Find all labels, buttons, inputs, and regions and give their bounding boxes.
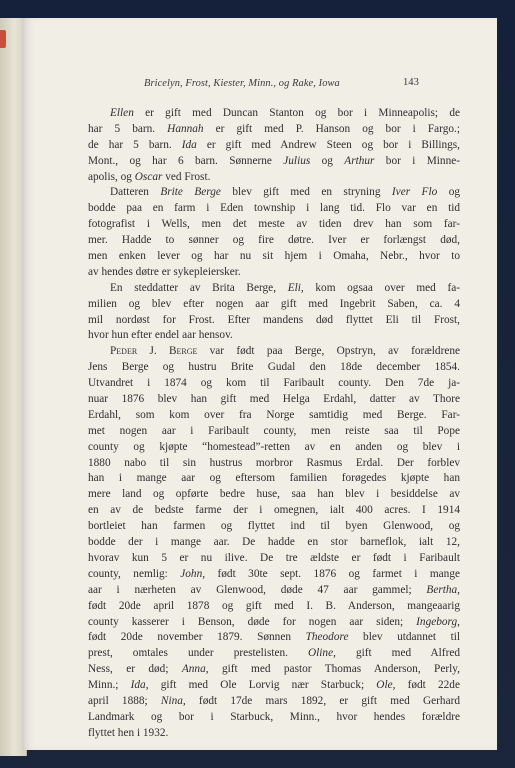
text-run: og <box>437 186 460 199</box>
text-line <box>88 344 460 360</box>
text-run: flyttet hen i 1932. <box>88 726 169 739</box>
text-line <box>88 328 460 344</box>
text-run: var født paa Berge, Opstryn, av forældrene <box>197 345 461 358</box>
text-run: En steddatter av Brita Berge, <box>110 281 288 294</box>
text-line <box>88 424 460 440</box>
text-run: Utvandret i 1874 og kom til Faribault county. Den 7de ja- <box>88 377 460 390</box>
text-line <box>88 662 460 678</box>
text-line <box>88 726 460 742</box>
italic-name: Iver Flo <box>391 186 438 199</box>
text-line <box>88 503 460 519</box>
text-run: fotografist i Wells, men det meste av tiden drev han som far- <box>88 218 460 231</box>
italic-name: Oscar <box>134 170 163 183</box>
italic-name: Ole, <box>376 679 396 692</box>
text-run: prest, omtales under prestelisten. <box>88 647 308 660</box>
italic-name: Ida <box>181 138 197 151</box>
running-head: Bricelyn, Frost, Kiester, Minn., og Rake, Iowa <box>144 78 340 89</box>
text-run: aar i nærheten av Glenwood, døde 47 aar gammel; <box>88 583 427 596</box>
text-line <box>88 678 460 694</box>
text-line <box>88 170 460 186</box>
italic-name: Ingeborg, <box>416 615 460 628</box>
text-run: og <box>310 154 345 167</box>
text-run: har 5 barn. <box>88 122 168 135</box>
text-line <box>88 154 460 170</box>
text-line <box>88 185 460 201</box>
italic-name: John, <box>180 567 206 580</box>
body-text <box>88 106 460 742</box>
italic-name: Nina, <box>160 694 186 707</box>
text-line <box>88 646 460 662</box>
text-run: født 20de november 1879. Sønnen <box>88 631 306 644</box>
text-run: født 22de <box>395 679 460 692</box>
text-line <box>88 281 460 297</box>
text-line <box>88 583 460 599</box>
italic-name: Brite Berge <box>160 186 221 199</box>
text-line <box>88 122 460 138</box>
text-line <box>88 106 460 122</box>
text-run: født 20de april 1878 og gift med I. B. Anderson, mangeaarig <box>88 599 460 612</box>
text-run: men enken lever og har nu sit hjem i Omaha, Nebr., hvor to <box>88 250 460 263</box>
text-line <box>88 519 460 535</box>
text-run: hvor hun efter endel aar hensov. <box>88 329 233 342</box>
page-tab-marker <box>0 30 6 48</box>
text-run: Ness, er død; <box>88 663 182 676</box>
italic-name: Ida, <box>130 679 149 692</box>
text-line <box>88 233 460 249</box>
text-line <box>88 297 460 313</box>
text-line <box>88 456 460 472</box>
text-run: Mont., og har 6 barn. Sønnerne <box>88 154 284 167</box>
text-run: bodde paa en farm i Eden township i lang tid. Flo var en tid <box>88 202 460 215</box>
text-line <box>88 376 460 392</box>
text-line <box>88 217 460 233</box>
text-run: county, nemlig: <box>88 567 181 580</box>
text-run: mere land og opførte bedre huse, saa han blev i besiddelse av <box>88 488 460 501</box>
text-run: 1880 nabo til sin hustrus morbror Rasmus Erdal. Der forblev <box>88 456 460 469</box>
text-run: hvorav kun 5 er nu ilive. De tre ældste er født i Faribault <box>88 551 460 564</box>
text-run: mer. Hadde to sønner og fire døtre. Iver er forlængst død, <box>88 234 460 247</box>
text-run: en av de bedste farme der i omegnen, ialt 400 acres. I 1914 <box>88 504 460 517</box>
text-line <box>88 535 460 551</box>
text-line <box>88 313 460 329</box>
text-line <box>88 599 460 615</box>
italic-name: Theodore <box>305 631 349 644</box>
text-line <box>88 440 460 456</box>
text-run: de har 5 barn. <box>88 138 182 151</box>
text-run: ved Frost. <box>162 170 211 183</box>
text-run: Datteren <box>110 186 161 199</box>
text-line <box>88 471 460 487</box>
text-run: gift med pastor Thomas Anderson, Perly, <box>208 663 460 676</box>
italic-name: Bertha, <box>426 583 460 596</box>
text-run: bortleiet han farmen og flyttet ind til byen Glenwood, og <box>88 520 460 533</box>
text-run: Peder J. Berge <box>110 345 198 358</box>
text-run: blev gift med en stryning <box>220 186 392 199</box>
text-run: mil nordøst for Frost. Efter mandens død flyttet Eli til Frost, <box>88 313 460 326</box>
text-run: nuar 1876 blev han gift med Helga Erdahl, datter av Thore <box>88 393 460 406</box>
text-run: Minn.; <box>88 679 131 692</box>
text-line <box>88 360 460 376</box>
italic-name: Anna, <box>181 663 209 676</box>
italic-name: Ellen <box>110 107 134 119</box>
text-run: født 30te sept. 1876 og farmet i mange <box>205 567 460 580</box>
text-run: met nogen aar i Faribault county, men reiste saa til Pope <box>88 424 460 437</box>
text-run: kom ogsaa over med fa- <box>303 281 460 294</box>
text-line <box>88 567 460 583</box>
text-run: av hendes døtre er sykepleiersker. <box>88 265 241 278</box>
text-run: blev utdannet til <box>348 631 460 644</box>
text-run: apolis, og <box>88 170 135 183</box>
text-run: county og kjøpte “homestead”-retten av en anden og blev i <box>88 440 460 453</box>
page-header <box>22 78 497 94</box>
text-line <box>88 694 460 710</box>
italic-name: Hannah <box>167 122 204 135</box>
text-run: Erdahl, som kom over fra Norge samtidig med Berge. Far- <box>88 408 460 421</box>
text-run: er gift med P. Hanson og bor i Fargo.; <box>203 122 460 135</box>
text-line <box>88 408 460 424</box>
text-run: gift med Alfred <box>335 647 460 660</box>
page-number: 143 <box>403 77 419 88</box>
text-line <box>88 551 460 567</box>
text-line <box>88 265 460 281</box>
text-run: bor i Minne- <box>374 154 460 167</box>
text-run: er gift med Andrew Steen og bor i Billings, <box>196 138 460 151</box>
text-run: milien og blev efter nogen aar gift med Ingebrit Saben, ca. 4 <box>88 297 460 310</box>
italic-name: Oline, <box>308 647 336 660</box>
text-run: county kasserer i Benson, døde for nogen aar siden; <box>88 615 417 628</box>
text-line <box>88 630 460 646</box>
text-run: gift med Ole Lorvig nær Starbuck; <box>148 679 377 692</box>
italic-name: Arthur <box>344 154 375 167</box>
italic-name: Julius <box>283 154 311 167</box>
text-run: Jens Berge og hustru Brite Gudal den 18de december 1854. <box>88 361 460 374</box>
text-line <box>88 710 460 726</box>
text-line <box>88 392 460 408</box>
text-run: født 17de mars 1892, er gift med Gerhard <box>185 694 460 707</box>
text-line <box>88 487 460 503</box>
text-line <box>88 615 460 631</box>
text-run: han i mange aar og eftersom familien forøgedes kjøpte han <box>88 472 460 485</box>
italic-name: Eli, <box>287 281 304 294</box>
text-run: april 1888; <box>88 694 161 707</box>
text-line <box>88 138 460 154</box>
text-run: Landmark og bor i Starbuck, Minn., hvor hendes forældre <box>88 710 460 723</box>
book-page <box>22 18 497 750</box>
text-line <box>88 249 460 265</box>
text-line <box>88 201 460 217</box>
text-run: bodde der i mange aar. De hadde en stor barneflok, ialt 12, <box>88 536 460 549</box>
text-run: er gift med Duncan Stanton og bor i Minneapolis; de <box>133 107 460 119</box>
